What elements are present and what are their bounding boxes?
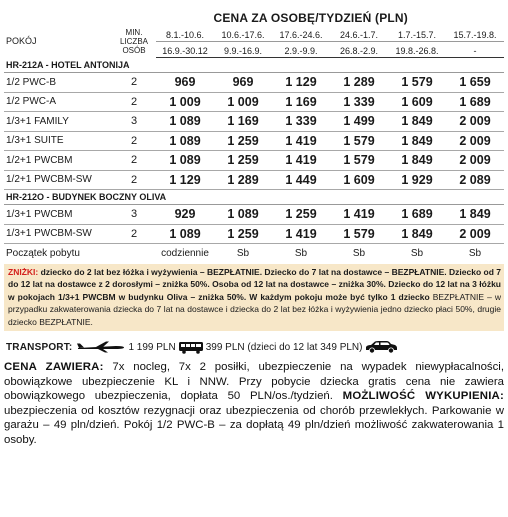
- transport-row: [4, 337, 504, 357]
- discounts-free: BEZPŁATNIE: [391, 266, 445, 277]
- car-icon: [364, 340, 398, 354]
- header-period-top: 10.6.-17.6.: [214, 26, 272, 42]
- price-cell: 1 259: [214, 151, 272, 171]
- price-cell: 969: [214, 73, 272, 93]
- footer-text: [4, 360, 504, 446]
- start-label: Początek pobytu: [6, 247, 80, 259]
- price-cell: 1 169: [272, 92, 330, 112]
- header-period-bottom: 9.9.-16.9.: [214, 42, 272, 58]
- room-name: 1/2+1 PWCBM-SW: [4, 170, 112, 190]
- price-cell: 1 169: [214, 112, 272, 132]
- price-cell: 1 659: [446, 73, 504, 93]
- start-row: [4, 244, 504, 263]
- table-row: [4, 131, 504, 151]
- price-cell: 1 289: [330, 73, 388, 93]
- room-name: 1/3+1 PWCBM: [4, 205, 112, 225]
- includes-text: 7x nocleg, 7x 2 posiłki, ubezpieczenie na wypadek niewypłacalności, obowiązkowe ubezpieczenie KL i NNW. Przy pobycie dziecka gratis cena nie zawiera obowiązkowego ubezpieczenia, dopłata 50 PLN/os./tydzień.: [4, 361, 504, 403]
- price-cell: 1 259: [214, 224, 272, 244]
- room-name: 1/2+1 PWCBM: [4, 151, 112, 171]
- section-name: HR-212A - HOTEL ANTONIJA: [4, 58, 504, 73]
- table-row: [4, 92, 504, 112]
- min-persons: 2: [112, 73, 156, 93]
- start-day: Sb: [468, 247, 482, 259]
- price-cell: 2 009: [446, 224, 504, 244]
- price-cell: 1 339: [272, 112, 330, 132]
- bus-icon: [178, 341, 204, 354]
- price-cell: 1 849: [388, 112, 446, 132]
- price-cell: 1 089: [156, 131, 214, 151]
- price-cell: 1 009: [156, 92, 214, 112]
- price-cell: 929: [156, 205, 214, 225]
- option-label: MOŻLIWOŚĆ WYKUPIENIA:: [342, 390, 504, 403]
- price-cell: 1 849: [446, 205, 504, 225]
- table-row: [4, 170, 504, 190]
- price-cell: 2 009: [446, 131, 504, 151]
- table-row: [4, 112, 504, 132]
- table-row: [4, 205, 504, 225]
- header-period-bottom: 26.8.-2.9.: [330, 42, 388, 58]
- price-cell: 1 609: [388, 92, 446, 112]
- price-cell: 1 089: [214, 205, 272, 225]
- price-cell: 1 579: [388, 73, 446, 93]
- discounts-text: . Dziecko do 7 lat na dostawce –: [259, 266, 392, 277]
- room-name: 1/3+1 SUITE: [4, 131, 112, 151]
- table-row: [4, 224, 504, 244]
- discounts-free: BEZPŁATNIE: [39, 316, 91, 327]
- price-cell: 969: [156, 73, 214, 93]
- start-day: Sb: [352, 247, 366, 259]
- option-text: ubezpieczenia od kosztów rezygnacji oraz ubezpieczenia od chorób przewlekłych. Parkowanie w garażu – 49 pln/dzień. Pokój 1/2 PWC-B – za dopłatą 49 pln/dzień możliwość zakwaterowania 1 osoby.: [4, 404, 504, 446]
- min-persons: 2: [112, 131, 156, 151]
- page-title: CENA ZA OSOBĘ/TYDZIEŃ (PLN): [213, 11, 408, 25]
- min-persons: 3: [112, 205, 156, 225]
- start-day: Sb: [236, 247, 250, 259]
- min-persons: 2: [112, 224, 156, 244]
- header-period-bottom: -: [446, 42, 504, 58]
- price-table: [4, 26, 504, 263]
- header-min-persons: MIN. LICZBA OSÓB: [119, 28, 148, 56]
- price-cell: 1 449: [272, 170, 330, 190]
- room-name: 1/2 PWC-B: [4, 73, 112, 93]
- price-cell: 1 289: [214, 170, 272, 190]
- transport-label: TRANSPORT:: [6, 341, 73, 353]
- price-cell: 1 849: [388, 224, 446, 244]
- start-day: Sb: [410, 247, 424, 259]
- discounts-label: ZNIŻKI:: [8, 266, 39, 277]
- discounts-text: .: [90, 316, 93, 327]
- section-name: HR-212O - BUDYNEK BOCZNY OLIVA: [4, 190, 504, 205]
- price-cell: 1 089: [156, 151, 214, 171]
- price-cell: 1 609: [330, 170, 388, 190]
- price-cell: 1 419: [272, 131, 330, 151]
- header-period-bottom: 19.8.-26.8.: [388, 42, 446, 58]
- discounts-text: . Dziecko od 7 do 12 lat na dostawce z 2 dorosłymi – zniżka 50%. Osoba od 12 lat na dostawce – zniżka 30%. Dziecko do 12 lat na 3 łóżku w pokojach 1/3+1 PWCBM w budynku Oliva – zniżka 50%. W każdym pokoju może być tylko 1 dziecko: [8, 266, 502, 302]
- room-name: 1/3+1 PWCBM-SW: [4, 224, 112, 244]
- min-persons: 3: [112, 112, 156, 132]
- price-cell: 2 009: [446, 151, 504, 171]
- header-period-top: 15.7.-19.8.: [446, 26, 504, 42]
- discounts-text: – w przypadku zakwaterowania dziecka do 7 lat na dostawce i dziecka do 2 lat bez łóżka i wyżywienia jedno dziecko płaci 50%, drugie dziecko: [8, 291, 501, 327]
- price-cell: 1 419: [330, 205, 388, 225]
- price-cell: 2 009: [446, 112, 504, 132]
- price-cell: 1 689: [388, 205, 446, 225]
- header-period-top: 1.7.-15.7.: [388, 26, 446, 42]
- table-row: [4, 73, 504, 93]
- price-cell: 1 259: [214, 131, 272, 151]
- price-cell: 1 089: [156, 112, 214, 132]
- room-name: 1/2 PWC-A: [4, 92, 112, 112]
- header-room: POKÓJ: [6, 36, 37, 47]
- header-period-bottom: 16.9.-30.12: [156, 42, 214, 58]
- discounts-free: BEZPŁATNIE: [432, 291, 485, 302]
- min-persons: 2: [112, 92, 156, 112]
- plane-icon: [76, 341, 126, 353]
- bus-price: 399 PLN (dzieci do 12 lat 349 PLN): [205, 341, 363, 353]
- discounts-text: dziecko do 2 lat bez łóżka i wyżywienia –: [38, 266, 207, 277]
- includes-label: CENA ZAWIERA:: [4, 361, 104, 374]
- price-cell: 1 259: [272, 205, 330, 225]
- price-cell: 1 849: [388, 131, 446, 151]
- start-day: Sb: [294, 247, 308, 259]
- header-period-top: 24.6.-1.7.: [330, 26, 388, 42]
- price-cell: 2 089: [446, 170, 504, 190]
- start-day: codziennie: [161, 247, 209, 259]
- price-cell: 1 419: [272, 151, 330, 171]
- header-period-bottom: 2.9.-9.9.: [272, 42, 330, 58]
- price-cell: 1 129: [272, 73, 330, 93]
- price-cell: 1 579: [330, 131, 388, 151]
- section-header-oliva: [4, 190, 504, 205]
- min-persons: 2: [112, 151, 156, 171]
- header-period-top: 17.6.-24.6.: [272, 26, 330, 42]
- price-cell: 1 579: [330, 151, 388, 171]
- price-cell: 1 689: [446, 92, 504, 112]
- price-cell: 1 579: [330, 224, 388, 244]
- price-cell: 1 929: [388, 170, 446, 190]
- price-cell: 1 339: [330, 92, 388, 112]
- room-name: 1/3+1 FAMILY: [4, 112, 112, 132]
- table-row: [4, 151, 504, 171]
- section-header-antonija: [4, 58, 504, 73]
- price-cell: 1 009: [214, 92, 272, 112]
- min-persons: 2: [112, 170, 156, 190]
- price-cell: 1 089: [156, 224, 214, 244]
- plane-price: 1 199 PLN: [128, 341, 176, 353]
- discounts-box: [4, 264, 504, 332]
- discounts-free: BEZPŁATNIE: [206, 266, 260, 277]
- start-empty: [112, 244, 156, 263]
- price-cell: 1 849: [388, 151, 446, 171]
- price-cell: 1 419: [272, 224, 330, 244]
- header-period-top: 8.1.-10.6.: [156, 26, 214, 42]
- price-cell: 1 499: [330, 112, 388, 132]
- price-cell: 1 129: [156, 170, 214, 190]
